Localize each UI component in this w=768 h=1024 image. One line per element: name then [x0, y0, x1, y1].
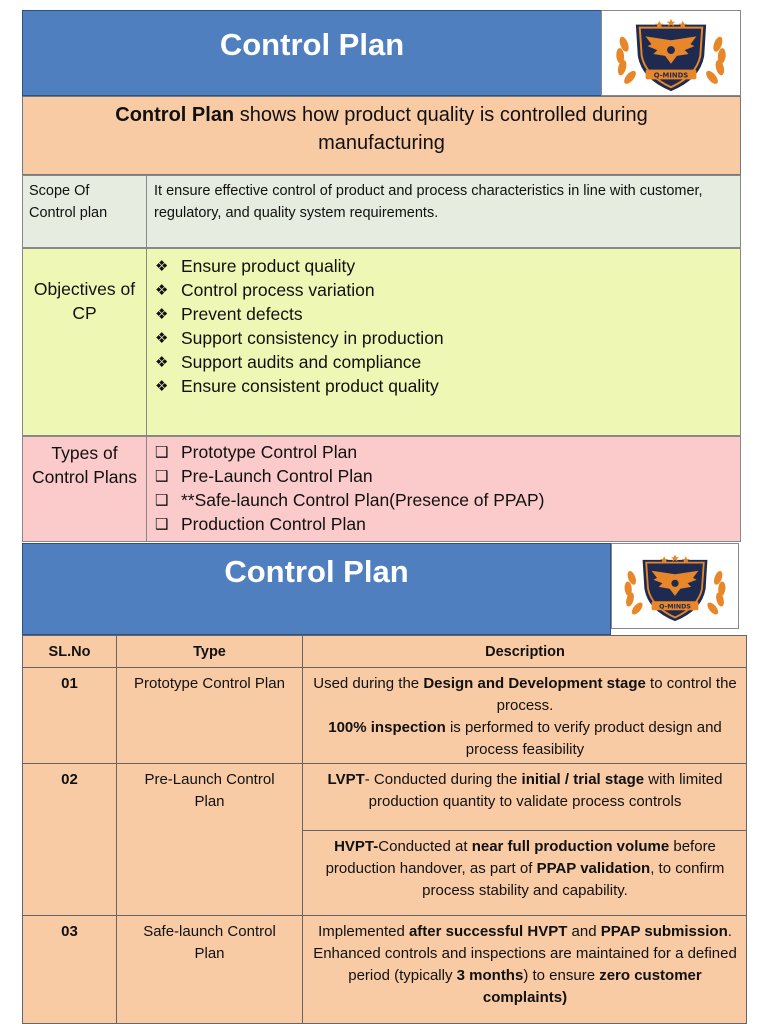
diamond-bullet-icon: ❖ — [155, 329, 169, 347]
logo-text: Q-MINDS — [659, 603, 691, 611]
header-banner-1 — [22, 10, 602, 96]
intro-bold-term: Control Plan — [115, 104, 235, 126]
row-3-slno: 03 — [23, 916, 117, 1024]
intro-text: shows how product quality is controlled during manufacturing — [234, 104, 648, 154]
diamond-bullet-icon: ❖ — [155, 377, 169, 395]
types-label: Types of Control Plans — [23, 437, 147, 541]
row-2-hvpt-description: HVPT-Conducted at near full production volume before production handover, as part of PPAP validation, to confirm process stability and capability. — [303, 831, 747, 916]
checkbox-bullet-icon: ❑ — [155, 491, 169, 509]
shield-logo-icon — [612, 544, 738, 628]
list-item: ❖ Ensure product quality — [155, 256, 356, 276]
diamond-bullet-icon: ❖ — [155, 353, 169, 371]
list-item: ❑ Production Control Plan — [155, 514, 366, 534]
scope-row — [22, 175, 741, 248]
list-item: ❑ Prototype Control Plan — [155, 442, 358, 462]
list-item: ❑ Pre-Launch Control Plan — [155, 466, 373, 486]
list-item: ❖ Prevent defects — [155, 304, 303, 324]
header-banner-2 — [22, 543, 611, 635]
row-1-description: Used during the Design and Development stage to control the process. 100% inspection is performed to verify product design and process feasibility — [303, 668, 747, 764]
objectives-list — [155, 254, 732, 398]
logo-text: Q-MINDS — [653, 71, 689, 80]
column-header-type: Type — [117, 636, 303, 668]
scope-text: It ensure effective control of product and process characteristics in line with customer, regulatory, and quality system requirements. — [154, 183, 703, 221]
row-1-type: Prototype Control Plan — [117, 668, 303, 764]
types-list — [155, 440, 732, 536]
scope-label: Scope Of Control plan — [23, 176, 147, 247]
page-title-2: Control Plan — [224, 554, 409, 589]
list-item: ❑ **Safe-launch Control Plan(Presence of PPAP) — [155, 490, 545, 510]
objectives-row — [22, 248, 741, 436]
diamond-bullet-icon: ❖ — [155, 281, 169, 299]
page-title-1: Control Plan — [219, 27, 405, 62]
q-minds-logo-2 — [611, 543, 739, 629]
checkbox-bullet-icon: ❑ — [155, 467, 169, 485]
objectives-label: Objectives of CP — [23, 249, 147, 435]
row-3-type: Safe-launch Control Plan — [117, 916, 303, 1024]
row-1-slno: 01 — [23, 668, 117, 764]
list-item: ❖ Support consistency in production — [155, 328, 444, 348]
row-2-type: Pre-Launch Control Plan — [117, 764, 303, 916]
row-3-description: Implemented after successful HVPT and PPAP submission. Enhanced controls and inspections are maintained for a defined period (typically 3 months) to ensure zero customer complaints) — [313, 923, 737, 1006]
types-row — [22, 436, 741, 542]
column-header-description: Description — [303, 636, 747, 668]
q-minds-logo-1 — [601, 10, 741, 96]
checkbox-bullet-icon: ❑ — [155, 443, 169, 461]
row-2-slno: 02 — [23, 764, 117, 916]
row-2-lvpt-description: LVPT- Conducted during the initial / trial stage with limited production quantity to validate process controls — [303, 764, 747, 831]
checkbox-bullet-icon: ❑ — [155, 515, 169, 533]
list-item: ❖ Ensure consistent product quality — [155, 376, 439, 396]
diamond-bullet-icon: ❖ — [155, 305, 169, 323]
control-plan-table — [22, 635, 747, 1024]
list-item: ❖ Control process variation — [155, 280, 375, 300]
diamond-bullet-icon: ❖ — [155, 257, 169, 275]
column-header-slno: SL.No — [23, 636, 117, 668]
intro-statement — [22, 96, 741, 175]
shield-logo-icon — [602, 11, 740, 95]
list-item: ❖ Support audits and compliance — [155, 352, 422, 372]
